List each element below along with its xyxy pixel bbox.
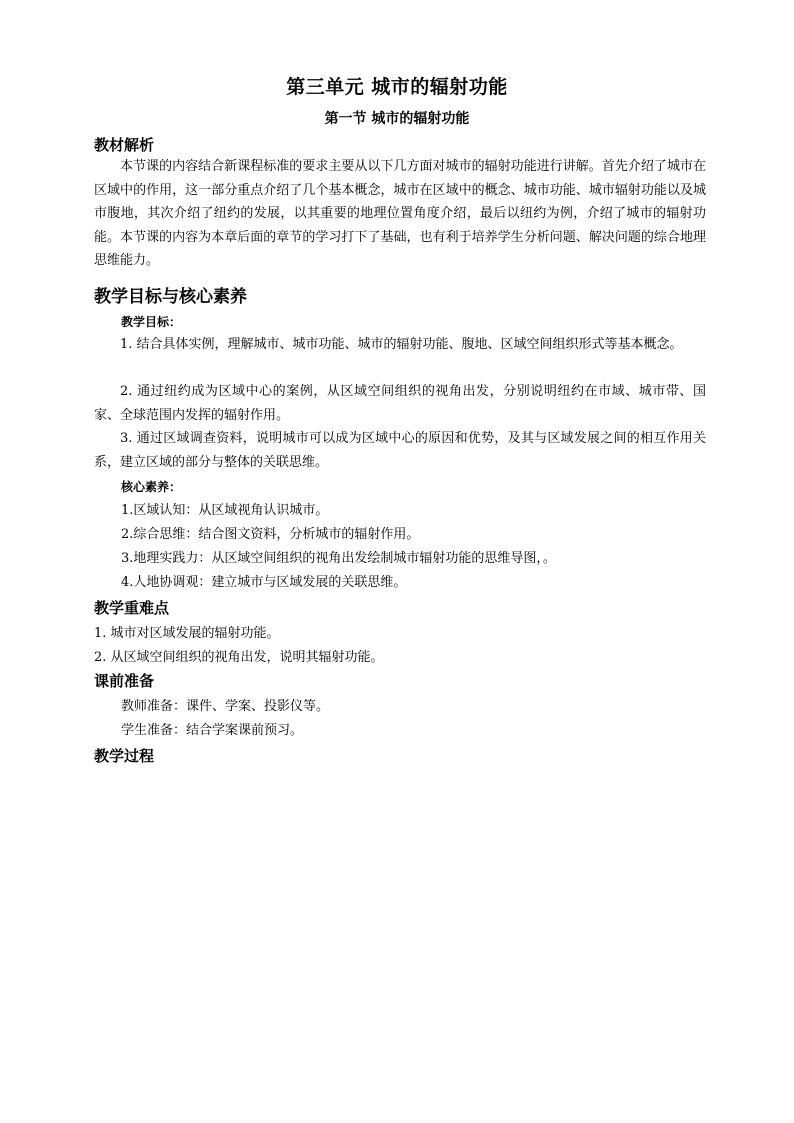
key-point-item: 1. 城市对区域发展的辐射功能。 <box>94 626 280 641</box>
section-heading-analysis: 教材解析 <box>94 136 155 154</box>
student-preparation: 学生准备：结合学案课前预习。 <box>121 723 304 738</box>
section-heading-process: 教学过程 <box>94 747 155 765</box>
section-heading-goals: 教学目标与核心素养 <box>94 287 247 307</box>
document-subtitle: 第一节 城市的辐射功能 <box>324 111 470 127</box>
core-literacy-label: 核心素养： <box>121 480 182 494</box>
teaching-goal-item: 3. 通过区域调查资料，说明城市可以成为区域中心的原因和优势，及其与区域发展之间的相互作用关系，建立区域的部分与整体的关联思维。 <box>94 431 706 470</box>
teacher-preparation: 教师准备：课件、学案、投影仪等。 <box>121 699 330 714</box>
analysis-paragraph: 本节课的内容结合新课程标准的要求主要从以下几方面对城市的辐射功能进行讲解。首先介绍了城市在区域中的作用，这一部分重点介绍了几个基本概念，城市在区域中的概念、城市功能、城市辐射功能以及城市腹地，其次介绍了纽约的发展，以其重要的地理位置角度介绍，最后以纽约为例，介绍了城市的辐射功能。本节课的内容为本章后面的章节的学习打下了基础，也有利于培养学生分析问题、解决问题的综合地理思维能力。 <box>94 159 706 268</box>
core-literacy-item: 3.地理实践力：从区域空间组织的视角出发绘制城市辐射功能的思维导图，。 <box>121 551 556 566</box>
section-heading-key-points: 教学重难点 <box>94 599 170 617</box>
teaching-goal-item: 2. 通过纽约成为区域中心的案例，从区域空间组织的视角出发，分别说明纽约在市域、城市带、国家、全球范围内发挥的辐射作用。 <box>94 384 706 423</box>
teaching-goal-item: 1. 结合具体实例，理解城市、城市功能、城市的辐射功能、腹地、区域空间组织形式等基本概念。 <box>120 337 683 352</box>
core-literacy-item: 4.人地协调观：建立城市与区域发展的关联思维。 <box>121 575 407 590</box>
key-point-item: 2. 从区域空间组织的视角出发，说明其辐射功能。 <box>94 650 384 665</box>
document-title: 第三单元 城市的辐射功能 <box>286 76 508 98</box>
core-literacy-item: 2.综合思维：结合图文资料，分析城市的辐射作用。 <box>121 527 420 542</box>
teaching-goals-label: 教学目标： <box>121 315 182 329</box>
section-heading-preparation: 课前准备 <box>94 672 155 690</box>
core-literacy-item: 1.区域认知：从区域视角认识城市。 <box>121 503 329 518</box>
